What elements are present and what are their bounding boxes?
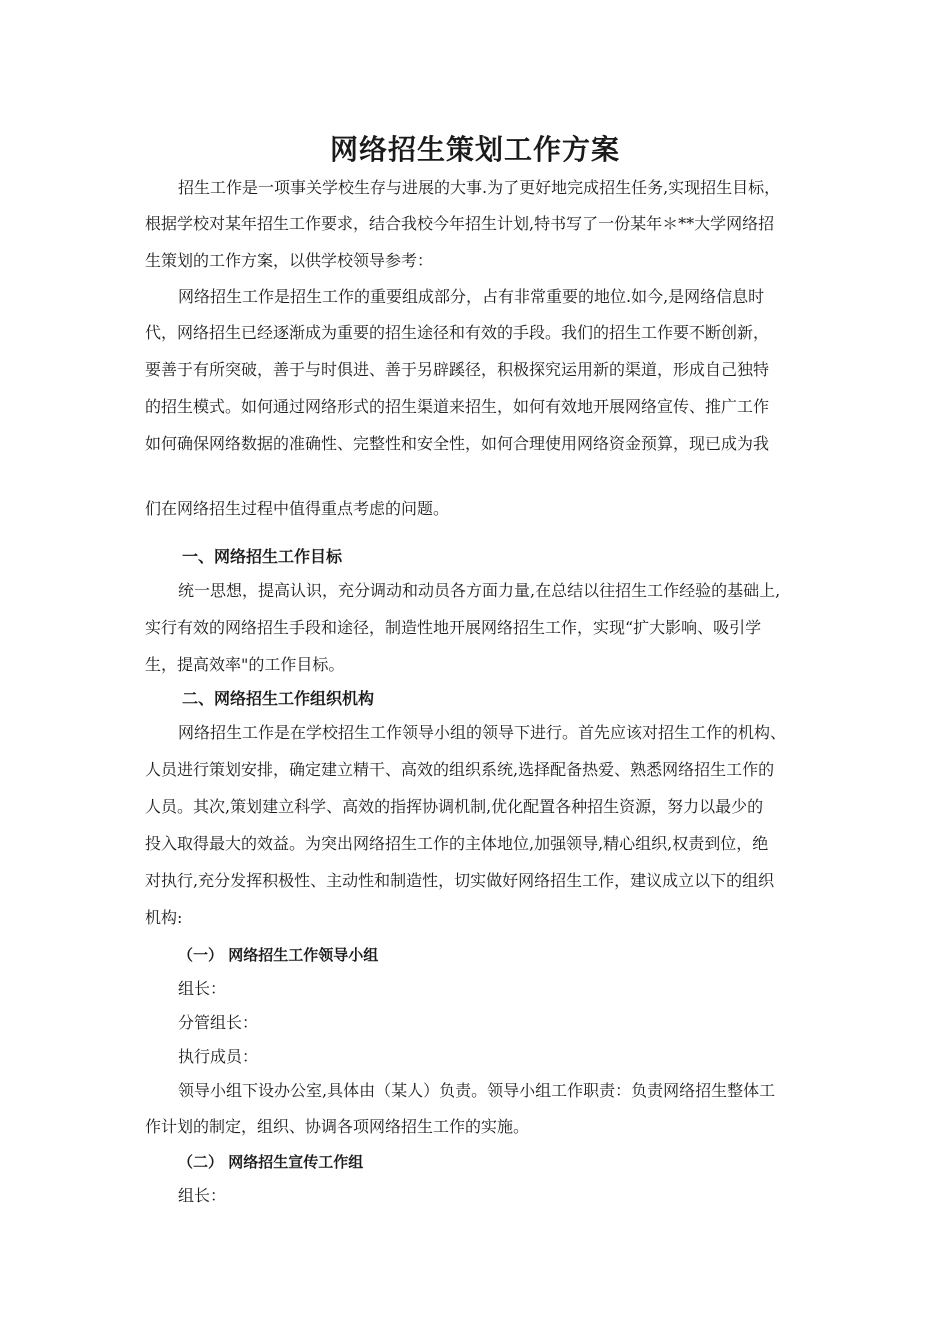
group1-vice-leader: 分管组长： xyxy=(178,1013,259,1032)
section1-line-2: 实行有效的网络招生手段和途径，制造性地开展网络招生工作，实现“扩大影响、吸引学 xyxy=(145,618,762,637)
group1-leader: 组长： xyxy=(178,979,227,998)
section1-line-1: 统一思想，提高认识，充分调动和动员各方面力量,在总结以往招生工作经验的基础上, xyxy=(178,581,781,600)
para2-line-4: 的招生模式。如何通过网络形式的招生渠道来招生，如何有效地开展网络宣传、推广工作 xyxy=(145,397,770,416)
section2-line-3: 人员。其次,策划建立科学、高效的指挥协调机制,优化配置各种招生资源，努力以最少的 xyxy=(145,797,764,816)
para2-line-6: 们在网络招生过程中值得重点考虑的问题。 xyxy=(145,499,450,518)
intro-line-3: 生策划的工作方案，以供学校领导参考： xyxy=(145,251,434,270)
document-title: 网络招生策划工作方案 xyxy=(329,133,620,166)
group2-heading: （二） 网络招生宣传工作组 xyxy=(178,1153,364,1171)
section2-line-4: 投入取得最大的效益。为突出网络招生工作的主体地位,加强领导,精心组织,权责到位，绝 xyxy=(145,834,769,853)
group2-leader: 组长： xyxy=(178,1186,227,1205)
section2-line-6: 机构: xyxy=(145,908,183,927)
group1-members: 执行成员： xyxy=(178,1047,259,1066)
intro-line-2: 根据学校对某年招生工作要求，结合我校今年招生计划,特书写了一份某年＊**大学网络招 xyxy=(145,214,775,233)
intro-line-1: 招生工作是一项事关学校生存与进展的大事.为了更好地完成招生任务,实现招生目标， xyxy=(178,178,781,197)
group1-heading: （一） 网络招生工作领导小组 xyxy=(178,946,379,964)
group1-duty-line-1: 领导小组下设办公室,具体由（某人）负责。领导小组工作职责：负责网络招生整体工 xyxy=(178,1081,776,1100)
para2-line-5: 如何确保网络数据的准确性、完整性和安全性，如何合理使用网络资金预算，现已成为我 xyxy=(145,434,770,453)
section2-heading: 二、网络招生工作组织机构 xyxy=(182,689,375,708)
para2-line-1: 网络招生工作是招生工作的重要组成部分，占有非常重要的地位.如今,是网络信息时 xyxy=(178,287,765,306)
section1-line-3: 生，提高效率"的工作目标。 xyxy=(145,655,345,674)
section2-line-1: 网络招生工作是在学校招生工作领导小组的领导下进行。首先应该对招生工作的机构、 xyxy=(178,723,787,742)
para2-line-2: 代，网络招生已经逐渐成为重要的招生途径和有效的手段。我们的招生工作要不断创新， xyxy=(145,323,770,342)
group1-duty-line-2: 作计划的制定，组织、协调各项网络招生工作的实施。 xyxy=(145,1117,530,1136)
section1-heading: 一、网络招生工作目标 xyxy=(182,547,343,566)
section2-line-5: 对执行,充分发挥积极性、主动性和制造性，切实做好网络招生工作，建议成立以下的组织 xyxy=(145,871,775,890)
section2-line-2: 人员进行策划安排，确定建立精干、高效的组织系统,选择配备热爱、熟悉网络招生工作的 xyxy=(145,760,775,779)
para2-line-3: 要善于有所突破，善于与时俱进、善于另辟蹊径，积极探究运用新的渠道，形成自己独特 xyxy=(145,360,770,379)
